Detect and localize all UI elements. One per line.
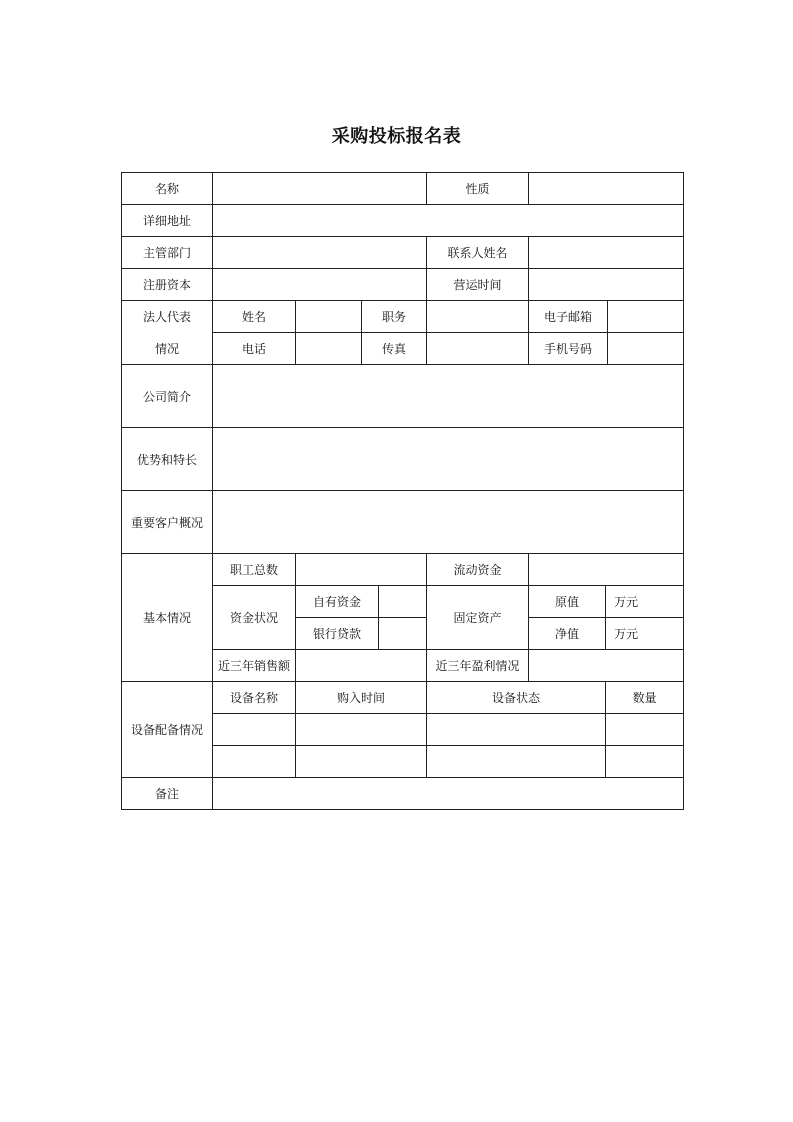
working-capital-field[interactable] xyxy=(529,554,684,586)
profit-label: 近三年盈利情况 xyxy=(427,650,529,682)
original-value-label: 原值 xyxy=(529,586,606,618)
row-dept xyxy=(122,237,684,269)
legal-rep-label-1: 法人代表 xyxy=(122,301,213,333)
purchase-time-header: 购入时间 xyxy=(296,682,427,714)
row-strengths xyxy=(122,428,684,491)
position-label: 职务 xyxy=(362,301,427,333)
bank-loan-field[interactable] xyxy=(379,618,427,650)
phone-field[interactable] xyxy=(296,333,362,365)
name-label: 名称 xyxy=(122,173,213,205)
bank-loan-label: 银行贷款 xyxy=(296,618,379,650)
own-funds-field[interactable] xyxy=(379,586,427,618)
dept-field[interactable] xyxy=(213,237,427,269)
nature-label: 性质 xyxy=(427,173,529,205)
original-value-unit[interactable]: 万元 xyxy=(606,586,684,618)
rep-name-label: 姓名 xyxy=(213,301,296,333)
operation-label: 营运时间 xyxy=(427,269,529,301)
capital-label: 注册资本 xyxy=(122,269,213,301)
position-field[interactable] xyxy=(427,301,529,333)
employees-label: 职工总数 xyxy=(213,554,296,586)
fund-status-label: 资金状况 xyxy=(213,586,296,650)
strengths-label: 优势和特长 xyxy=(122,428,213,491)
rep-name-field[interactable] xyxy=(296,301,362,333)
quantity-cell[interactable] xyxy=(606,714,684,746)
net-value-unit[interactable]: 万元 xyxy=(606,618,684,650)
row-profile xyxy=(122,365,684,428)
clients-field[interactable] xyxy=(213,491,684,554)
profit-field[interactable] xyxy=(529,650,684,682)
contact-label: 联系人姓名 xyxy=(427,237,529,269)
fax-label: 传真 xyxy=(362,333,427,365)
purchase-time-cell[interactable] xyxy=(296,714,427,746)
registration-form xyxy=(121,172,684,810)
sales-label: 近三年销售额 xyxy=(213,650,296,682)
mobile-label: 手机号码 xyxy=(529,333,608,365)
working-capital-label: 流动资金 xyxy=(427,554,529,586)
capital-field[interactable] xyxy=(213,269,427,301)
row-address xyxy=(122,205,684,237)
remarks-label: 备注 xyxy=(122,778,213,810)
quantity-cell[interactable] xyxy=(606,746,684,778)
address-field[interactable] xyxy=(213,205,684,237)
row-legal-rep-1 xyxy=(122,301,684,333)
quantity-header: 数量 xyxy=(606,682,684,714)
sales-field[interactable] xyxy=(296,650,427,682)
fax-field[interactable] xyxy=(427,333,529,365)
net-value-label: 净值 xyxy=(529,618,606,650)
address-label: 详细地址 xyxy=(122,205,213,237)
profile-label: 公司简介 xyxy=(122,365,213,428)
row-capital xyxy=(122,269,684,301)
own-funds-label: 自有资金 xyxy=(296,586,379,618)
email-field[interactable] xyxy=(608,301,684,333)
legal-rep-label-2: 情况 xyxy=(122,333,213,365)
row-name xyxy=(122,173,684,205)
email-label: 电子邮箱 xyxy=(529,301,608,333)
nature-field[interactable] xyxy=(529,173,684,205)
employees-field[interactable] xyxy=(296,554,427,586)
row-remarks xyxy=(122,778,684,810)
basic-label: 基本情况 xyxy=(122,554,213,682)
equip-name-cell[interactable] xyxy=(213,746,296,778)
equip-name-cell[interactable] xyxy=(213,714,296,746)
page-title: 采购投标报名表 xyxy=(331,126,462,147)
equip-status-cell[interactable] xyxy=(427,714,606,746)
row-basic-1 xyxy=(122,554,684,586)
purchase-time-cell[interactable] xyxy=(296,746,427,778)
operation-field[interactable] xyxy=(529,269,684,301)
row-equipment-header xyxy=(122,682,684,714)
row-clients xyxy=(122,491,684,554)
dept-label: 主管部门 xyxy=(122,237,213,269)
equip-name-header: 设备名称 xyxy=(213,682,296,714)
contact-field[interactable] xyxy=(529,237,684,269)
equipment-label: 设备配备情况 xyxy=(122,682,213,778)
phone-label: 电话 xyxy=(213,333,296,365)
fixed-assets-label: 固定资产 xyxy=(427,586,529,650)
equip-status-cell[interactable] xyxy=(427,746,606,778)
mobile-field[interactable] xyxy=(608,333,684,365)
row-legal-rep-2 xyxy=(122,333,684,365)
strengths-field[interactable] xyxy=(213,428,684,491)
clients-label: 重要客户概况 xyxy=(122,491,213,554)
profile-field[interactable] xyxy=(213,365,684,428)
remarks-field[interactable] xyxy=(213,778,684,810)
equip-status-header: 设备状态 xyxy=(427,682,606,714)
name-field[interactable] xyxy=(213,173,427,205)
